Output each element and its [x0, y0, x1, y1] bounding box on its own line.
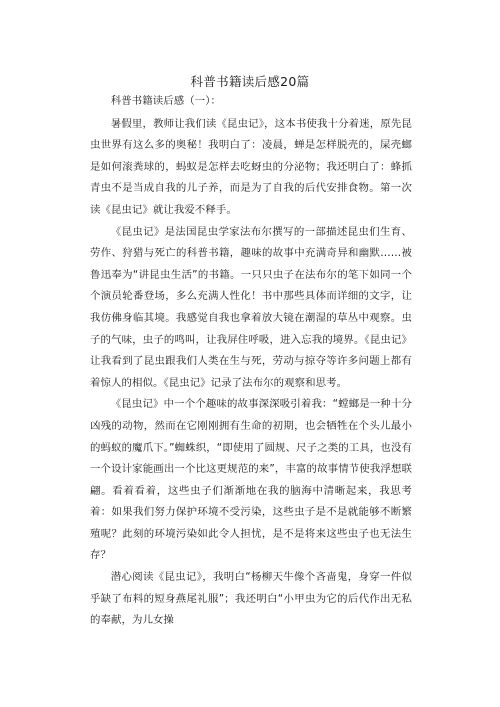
document-title: 科普书籍读后感20篇 — [190, 74, 310, 89]
paragraph: 《昆虫记》中一个个趣味的故事深深吸引着我：“螳螂是一种十分凶残的动物，然而在它刚刚拥有生命的初期，也会牺牲在个头儿最小的蚂蚁的魔爪下。”蜘蛛织，“即使用了圆规、尺子之类的工具，也没有一个设计家能画出一个比这更规范的来”，丰富的故事情节使我浮想联翩。看着看着，这些虫子们渐渐地在我的脑海中清晰起来，我思考着：如果我们努力保护环境不受污染，这些虫子是不是就能够不断繁殖呢？此刻的环境污染如此令人担忧，是不是将来这些虫子也无法生存？ — [90, 398, 412, 562]
paragraph: 潜心阅读《昆虫记》，我明白“杨柳天牛像个吝啬鬼，身穿一件似乎缺了布料的短身燕尾礼服”；我还明白“小甲虫为它的后代作出无私的奉献，为儿女操 — [90, 571, 412, 627]
paragraph: 暑假里，教师让我们读《昆虫记》，这本书使我十分着迷，原先昆虫世界有这么多的奥秘！我明白了：凌晨，蝉是怎样脱壳的，屎壳螂是如何滚粪球的，蚂蚁是怎样去吃蚜虫的分泌物；我还明白了：蜂抓青虫不是当成自我的儿子养，而是为了自我的后代安排食物。第一次读《昆虫记》就让我爱不释手。 — [90, 117, 412, 216]
paragraph: 《昆虫记》是法国昆虫学家法布尔撰写的一部描述昆虫们生育、劳作、狩猎与死亡的科普书籍，趣味的故事中充满奇异和幽默……被鲁迅奉为“讲昆虫生活”的书籍。一只只虫子在法布尔的笔下如同一个个演员轮番登场，多么充满人性化！书中那些具体而详细的文字，让我仿佛身临其境。我感觉自我也拿着放大镜在潮湿的草丛中观察。虫子的气味，虫子的鸣叫，让我屏住呼吸，进入忘我的境界。《昆虫记》让我看到了昆虫跟我们人类在生与死，劳动与掠夺等许多问题上都有着惊人的相似。《昆虫记》记录了法布尔的观察和思考。 — [90, 225, 412, 389]
document-body — [90, 91, 412, 632]
section-heading: 科普书籍读后感（一）： — [110, 95, 221, 107]
